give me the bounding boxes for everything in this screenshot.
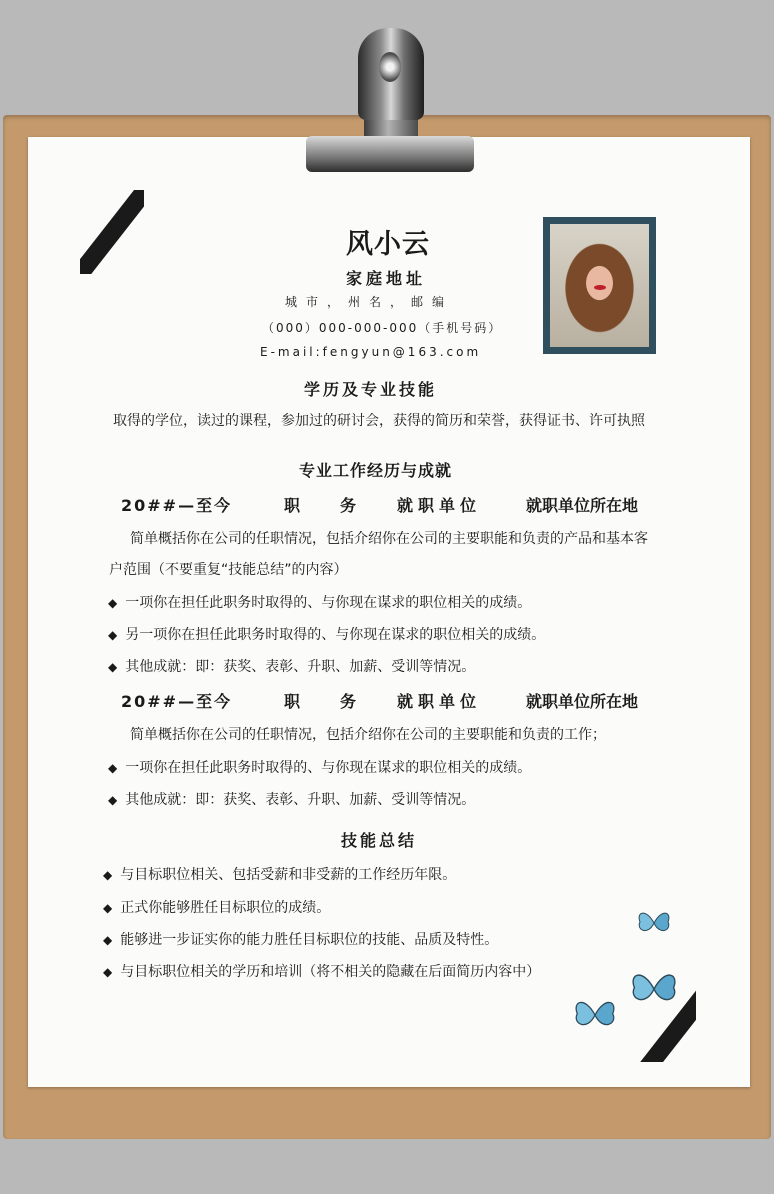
skills-bullet-3: ◆ 能够进一步证实你的能力胜任目标职位的技能、品质及特性。 xyxy=(103,929,498,949)
job-1-summary-line-1: 简单概括你在公司的任职情况，包括介绍你在公司的主要职能和负责的产品和基本客 xyxy=(130,531,648,547)
job-1-unit: 就职单位 xyxy=(397,496,482,515)
skills-bullet-2: ◆ 正式你能够胜任目标职位的成绩。 xyxy=(103,897,330,917)
butterfly-icon xyxy=(572,996,618,1034)
phone-line: （000）000-000-000（手机号码） xyxy=(262,321,503,335)
job-2-summary-line-1: 简单概括你在公司的任职情况，包括介绍你在公司的主要职能和负责的工作； xyxy=(130,727,606,743)
job-1-summary-line-2: 户范围（不要重复“技能总结”的内容） xyxy=(109,562,348,578)
city-line: 城市，州名，邮编 xyxy=(285,295,454,309)
profile-photo-detail xyxy=(594,285,606,290)
job-1-position: 职 务 xyxy=(284,496,369,515)
candidate-name: 风小云 xyxy=(346,229,430,260)
job-1-bullet-2: ◆ 另一项你在担任此职务时取得的、与你现在谋求的职位相关的成绩。 xyxy=(108,624,545,644)
clip-base xyxy=(306,136,474,172)
job-1-bullet-1: ◆ 一项你在担任此职务时取得的、与你现在谋求的职位相关的成绩。 xyxy=(108,592,531,612)
butterfly-icon xyxy=(628,968,680,1010)
job-2-bullet-1: ◆ 一项你在担任此职务时取得的、与你现在谋求的职位相关的成绩。 xyxy=(108,757,531,777)
corner-decoration-top-left xyxy=(80,190,144,274)
skills-bullet-1: ◆ 与目标职位相关、包括受薪和非受薪的工作经历年限。 xyxy=(103,864,456,884)
job-2-period: 20##—至今 xyxy=(121,692,233,711)
education-title: 学历及专业技能 xyxy=(304,380,438,399)
job-1-period: 20##—至今 xyxy=(121,496,233,515)
job-1-location: 就职单位所在地 xyxy=(526,496,639,515)
job-2-location: 就职单位所在地 xyxy=(526,692,639,711)
education-text: 取得的学位，读过的课程，参加过的研讨会，获得的简历和荣誉，获得证书、许可执照 xyxy=(113,413,645,429)
butterfly-icon xyxy=(636,908,672,938)
job-2-unit: 就职单位 xyxy=(397,692,482,711)
address-title: 家庭地址 xyxy=(346,269,427,288)
email-line: E-mail:fengyun@163.com xyxy=(260,345,482,359)
skills-bullet-4: ◆ 与目标职位相关的学历和培训（将不相关的隐藏在后面简历内容中） xyxy=(103,961,540,981)
job-2-bullet-2: ◆ 其他成就：即：获奖、表彰、升职、加薪、受训等情况。 xyxy=(108,789,475,809)
job-2-position: 职 务 xyxy=(284,692,369,711)
job-1-bullet-3: ◆ 其他成就：即：获奖、表彰、升职、加薪、受训等情况。 xyxy=(108,656,475,676)
experience-title: 专业工作经历与成就 xyxy=(299,461,453,480)
skills-title: 技能总结 xyxy=(341,831,418,850)
clip-hole xyxy=(379,52,401,82)
